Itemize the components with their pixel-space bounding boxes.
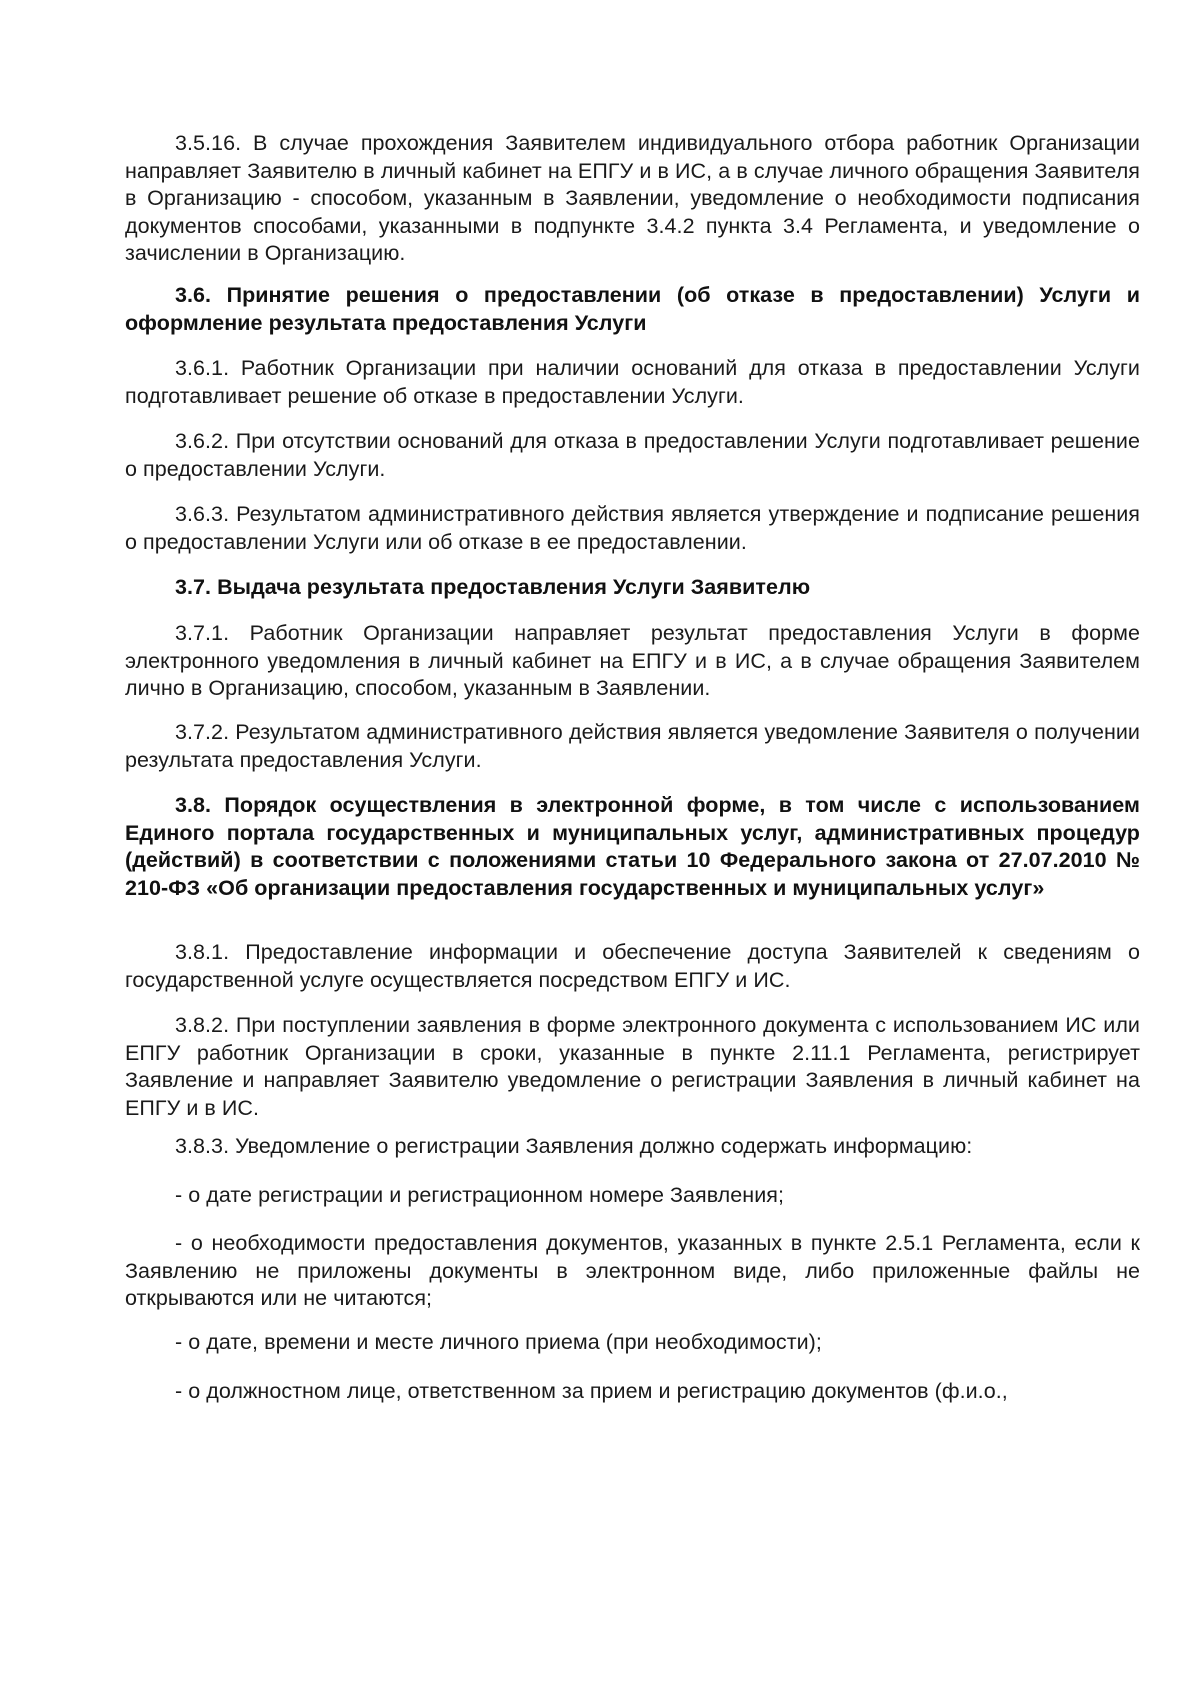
list-item-responsible-official: - о должностном лице, ответственном за прием и регистрацию документов (ф.и.о., [175,1379,1008,1403]
paragraph-3-6-1: 3.6.1. Работник Организации при наличии оснований для отказа в предоставлении Услуги подготавливает решение об отказе в предоставлении Услуги. [125,356,1140,408]
paragraph-3-8-3: 3.8.3. Уведомление о регистрации Заявления должно содержать информацию: [175,1134,973,1158]
heading-3-7: 3.7. Выдача результата предоставления Услуги Заявителю [175,575,811,599]
list-item-documents-required: - о необходимости предоставления документов, указанных в пункте 2.5.1 Регламента, если к Заявлению не приложены документы в электронном виде, либо приложенные файлы не открываются или не читаются; [125,1231,1140,1310]
paragraph-3-8-2: 3.8.2. При поступлении заявления в форме электронного документа с использованием ИС или ЕПГУ работник Организации в сроки, указанные в пункте 2.11.1 Регламента, регистрирует Заявление и направляет Заявителю уведомление о регистрации Заявления в личный кабинет на ЕПГУ и в ИС. [125,1013,1140,1120]
heading-3-6: 3.6. Принятие решения о предоставлении (об отказе в предоставлении) Услуги и оформление результата предоставления Услуги [125,283,1140,335]
paragraph-3-6-3: 3.6.3. Результатом административного действия является утверждение и подписание решения о предоставлении Услуги или об отказе в ее предоставлении. [125,502,1140,554]
paragraph-3-8-1: 3.8.1. Предоставление информации и обеспечение доступа Заявителей к сведениям о государственной услуге осуществляется посредством ЕПГУ и ИС. [125,940,1140,992]
paragraph-3-7-1: 3.7.1. Работник Организации направляет результат предоставления Услуги в форме электронного уведомления в личный кабинет на ЕПГУ и в ИС, а в случае обращения Заявителем лично в Организацию, способом, указанным в Заявлении. [125,621,1140,700]
paragraph-3-5-16: 3.5.16. В случае прохождения Заявителем индивидуального отбора работник Организации направляет Заявителю в личный кабинет на ЕПГУ и в ИС, а в случае личного обращения Заявителя в Организацию - способом, указанным в Заявлении, уведомление о необходимости подписания документов способами, указанными в подпункте 3.4.2 пункта 3.4 Регламента, и уведомление о зачислении в Организацию. [125,131,1140,265]
list-item-personal-reception: - о дате, времени и месте личного приема (при необходимости); [175,1330,822,1354]
paragraph-3-7-2: 3.7.2. Результатом административного действия является уведомление Заявителя о получении результата предоставления Услуги. [125,720,1140,772]
paragraph-3-6-2: 3.6.2. При отсутствии оснований для отказа в предоставлении Услуги подготавливает решение о предоставлении Услуги. [125,429,1140,481]
list-item-registration-date: - о дате регистрации и регистрационном номере Заявления; [175,1183,784,1207]
heading-3-8: 3.8. Порядок осуществления в электронной форме, в том числе с использованием Единого портала государственных и муниципальных услуг, административных процедур (действий) в соответствии с положениями статьи 10 Федерального закона от 27.07.2010 № 210-ФЗ «Об организации предоставления государственных и муниципальных услуг» [125,793,1140,900]
